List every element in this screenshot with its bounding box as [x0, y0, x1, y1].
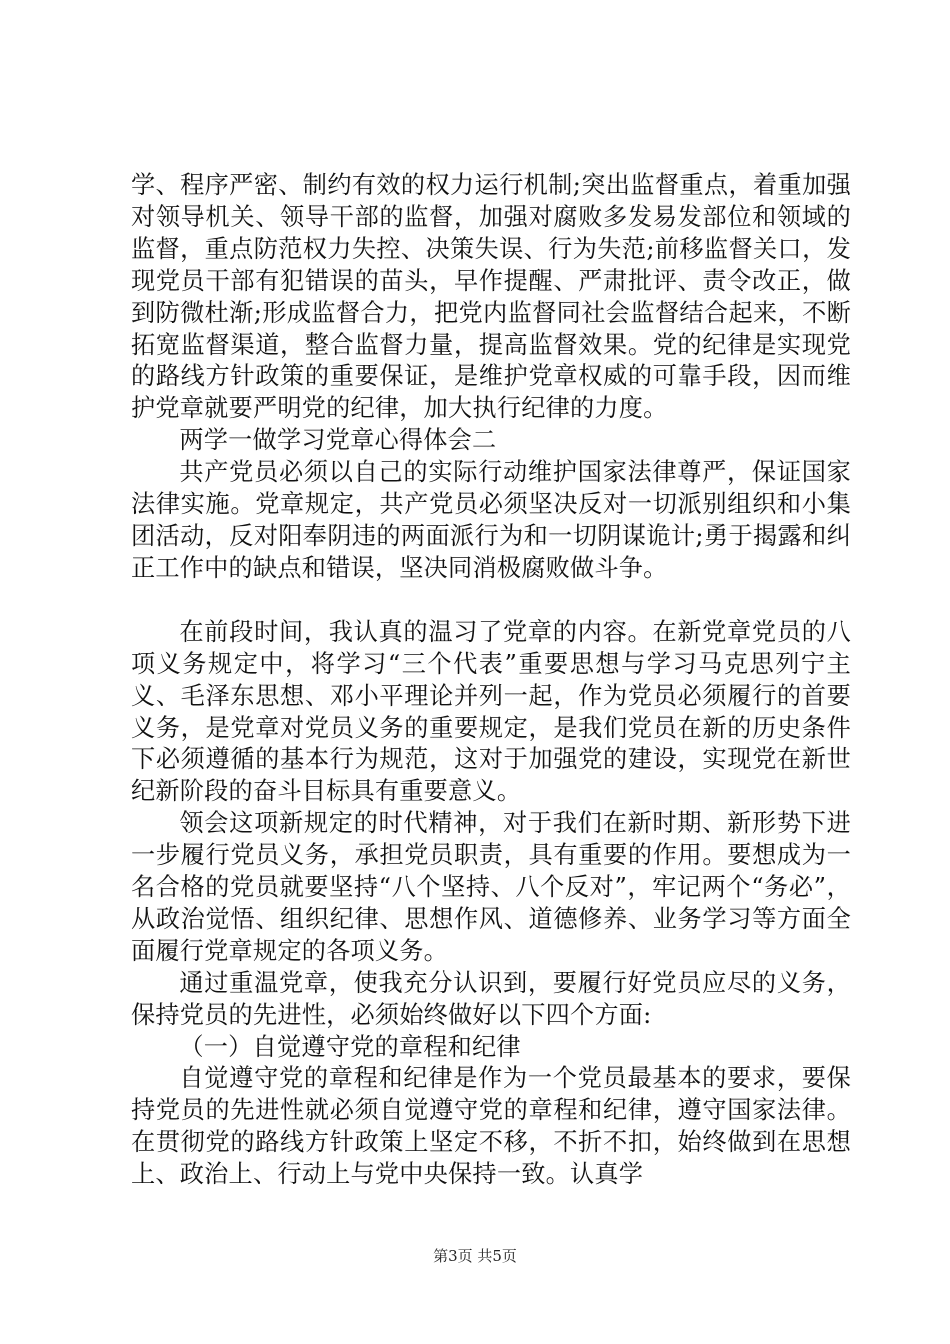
paragraph: 领会这项新规定的时代精神，对于我们在新时期、新形势下进一步履行党员义务，承担党员职责，具有重要的作用。要想成为一名合格的党员就要坚持“八个坚持、八个反对”，牢记两个“务必”，从政治觉悟、组织纪律、思想作风、道德修养、业务学习等方面全面履行党章规定的各项义务。 — [131, 809, 851, 965]
paragraph-spacer — [131, 585, 851, 617]
paragraph: 通过重温党章，使我充分认识到，要履行好党员应尽的义务，保持党员的先进性，必须始终做好以下四个方面: — [131, 968, 851, 1029]
paragraph-continuation: 学、程序严密、制约有效的权力运行机制;突出监督重点，着重加强对领导机关、领导干部的监督，加强对腐败多发易发部位和领域的监督，重点防范权力失控、决策失误、行为失范;前移监督关口，发现党员干部有犯错误的苗头，早作提醒、严肃批评、责令改正，做到防微杜渐;形成监督合力，把党内监督同社会监督结合起来，不断拓宽监督渠道，整合监督力量，提高监督效果。党的纪律是实现党的路线方针政策的重要保证，是维护党章权威的可靠手段，因而维护党章就要严明党的纪律，加大执行纪律的力度。 — [131, 171, 851, 423]
page-number-footer: 第3页 共5页 — [433, 1247, 517, 1265]
section-heading: 两学一做学习党章心得体会二 — [179, 426, 497, 455]
document-body — [131, 170, 851, 1191]
paragraph: 自觉遵守党的章程和纪律是作为一个党员最基本的要求，要保持党员的先进性就必须自觉遵守党的章程和纪律，遵守国家法律。在贯彻党的路线方针政策上坚定不移，不折不扣，始终做到在思想上、政治上、行动上与党中央保持一致。认真学 — [131, 1064, 851, 1189]
paragraph: 在前段时间，我认真的温习了党章的内容。在新党章党员的八项义务规定中，将学习“三个代表”重要思想与学习马克思列宁主义、毛泽东思想、邓小平理论并列一起，作为党员必须履行的首要义务，是党章对党员义务的重要规定，是我们党员在新的历史条件下必须遵循的基本行为规范，这对于加强党的建设，实现党在新世纪新阶段的奋斗目标具有重要意义。 — [131, 617, 851, 806]
subsection-heading: （一）自觉遵守党的章程和纪律 — [179, 1032, 521, 1061]
paragraph: 共产党员必须以自己的实际行动维护国家法律尊严，保证国家法律实施。党章规定，共产党员必须坚决反对一切派别组织和小集团活动，反对阳奉阴违的两面派行为和一切阴谋诡计;勇于揭露和纠正工作中的缺点和错误，坚决同消极腐败做斗争。 — [131, 458, 851, 582]
